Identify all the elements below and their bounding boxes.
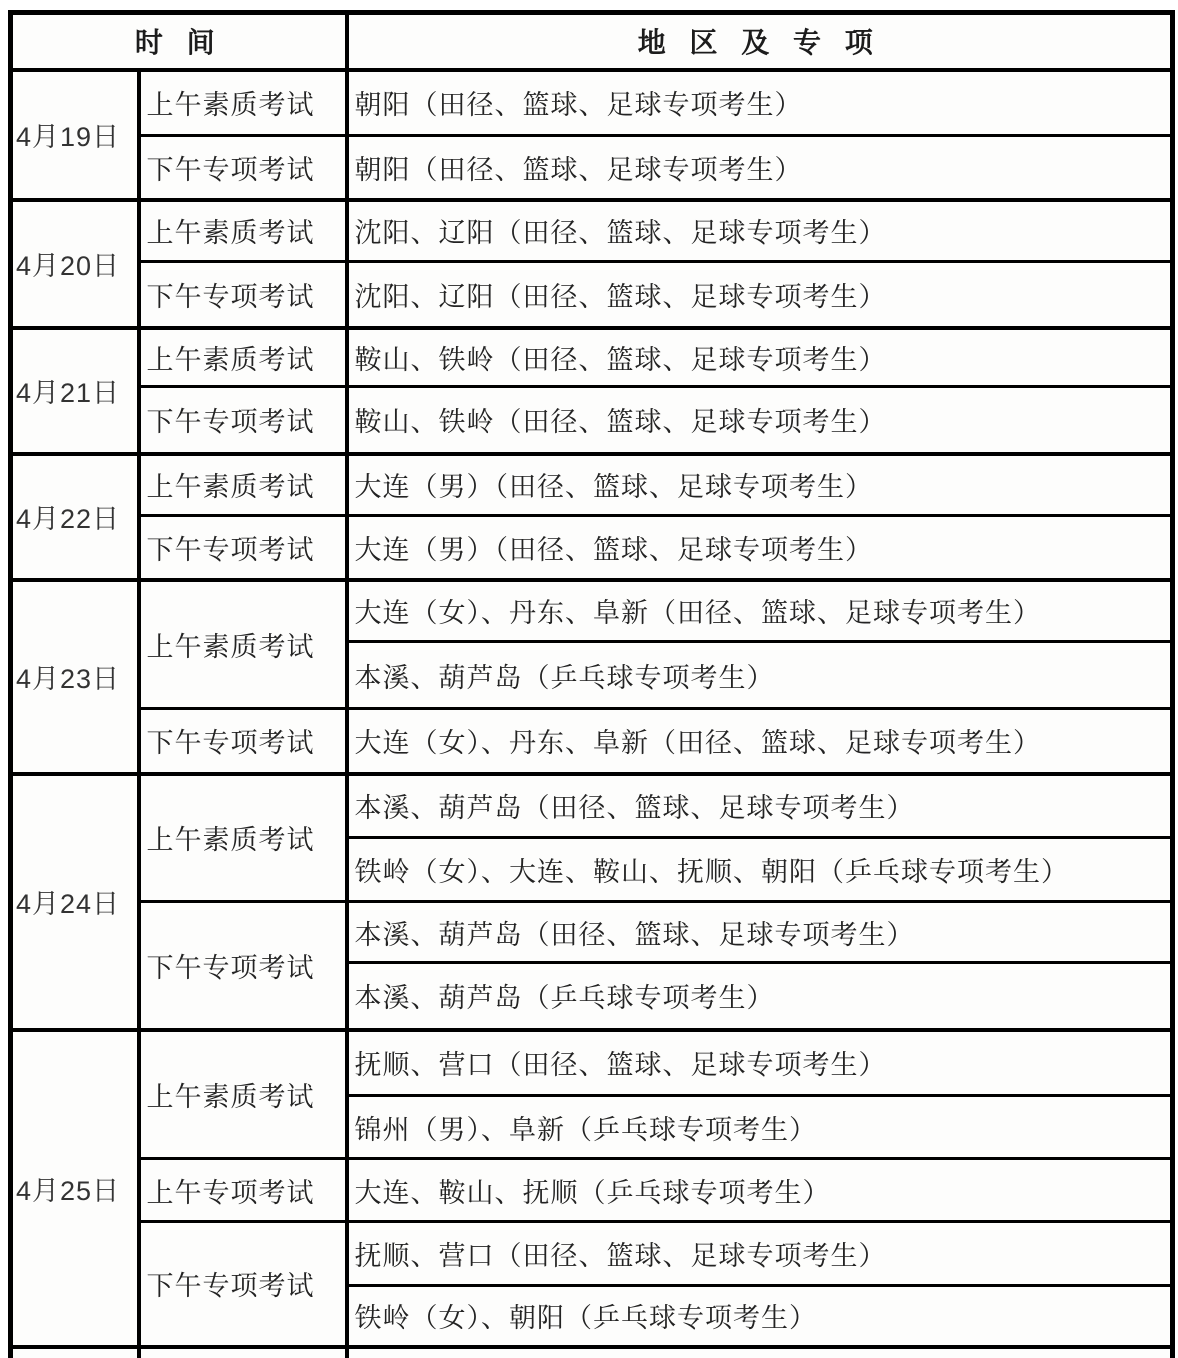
session-cell: 上午素质考试	[139, 200, 347, 262]
table-row	[11, 516, 1173, 580]
session-cell: 下午专项考试	[139, 1222, 347, 1347]
table-row	[11, 200, 1173, 262]
region-cell: 铁岭（女）、大连、鞍山、抚顺、朝阳（乒乓球专项考生）	[347, 838, 1173, 902]
table-row	[11, 454, 1173, 516]
date-cell: 4月20日	[11, 200, 139, 328]
table-row	[11, 1159, 1173, 1222]
session-cell: 下午专项考试	[139, 136, 347, 200]
date-cell: 4月23日	[11, 580, 139, 774]
region-cell: 鞍山、铁岭（田径、篮球、足球专项考生）	[347, 328, 1173, 387]
session-cell: 下午专项考试	[139, 709, 347, 774]
region-cell: 锦州（男）、阜新（乒乓球专项考生）	[347, 1096, 1173, 1159]
date-cell: 4月24日	[11, 774, 139, 1030]
table-row	[11, 70, 1173, 136]
session-cell	[139, 1347, 347, 1358]
region-cell: 大连（男）（田径、篮球、足球专项考生）	[347, 516, 1173, 580]
region-cell: 铁岭（女）、朝阳（乒乓球专项考生）	[347, 1286, 1173, 1347]
session-cell: 下午专项考试	[139, 262, 347, 328]
region-cell: 本溪、葫芦岛（乒乓球专项考生）	[347, 642, 1173, 709]
region-cell: 抚顺、营口（田径、篮球、足球专项考生）	[347, 1222, 1173, 1286]
session-cell: 上午素质考试	[139, 1030, 347, 1159]
session-cell: 上午素质考试	[139, 454, 347, 516]
session-cell: 下午专项考试	[139, 387, 347, 454]
session-cell: 下午专项考试	[139, 902, 347, 1030]
region-cell: 沈阳、辽阳（田径、篮球、足球专项考生）	[347, 262, 1173, 328]
table-row	[11, 387, 1173, 454]
region-cell	[347, 1347, 1173, 1358]
table-header-row	[11, 13, 1173, 70]
region-cell: 朝阳（田径、篮球、足球专项考生）	[347, 70, 1173, 136]
table-row	[11, 262, 1173, 328]
region-cell: 大连（男）（田径、篮球、足球专项考生）	[347, 454, 1173, 516]
session-cell: 下午专项考试	[139, 516, 347, 580]
region-cell: 大连（女）、丹东、阜新（田径、篮球、足球专项考生）	[347, 580, 1173, 642]
region-cell: 本溪、葫芦岛（田径、篮球、足球专项考生）	[347, 774, 1173, 838]
session-cell: 上午素质考试	[139, 580, 347, 709]
table-row	[11, 580, 1173, 642]
date-cell: 4月19日	[11, 70, 139, 200]
region-cell: 大连、鞍山、抚顺（乒乓球专项考生）	[347, 1159, 1173, 1222]
date-cell: 4月21日	[11, 328, 139, 454]
session-cell: 上午素质考试	[139, 70, 347, 136]
table-row	[11, 328, 1173, 387]
session-cell: 上午专项考试	[139, 1159, 347, 1222]
table-row	[11, 709, 1173, 774]
exam-schedule-table	[8, 10, 1175, 1358]
date-cell: 4月25日	[11, 1030, 139, 1347]
column-header-time: 时 间	[11, 13, 347, 70]
table-row	[11, 774, 1173, 838]
table-row-partial	[11, 1347, 1173, 1358]
session-cell: 上午素质考试	[139, 328, 347, 387]
table-row	[11, 1030, 1173, 1096]
session-cell: 上午素质考试	[139, 774, 347, 902]
table-row	[11, 136, 1173, 200]
region-cell: 沈阳、辽阳（田径、篮球、足球专项考生）	[347, 200, 1173, 262]
region-cell: 鞍山、铁岭（田径、篮球、足球专项考生）	[347, 387, 1173, 454]
region-cell: 本溪、葫芦岛（乒乓球专项考生）	[347, 963, 1173, 1030]
table-row	[11, 1222, 1173, 1286]
date-cell	[11, 1347, 139, 1358]
region-cell: 本溪、葫芦岛（田径、篮球、足球专项考生）	[347, 902, 1173, 963]
region-cell: 抚顺、营口（田径、篮球、足球专项考生）	[347, 1030, 1173, 1096]
date-cell: 4月22日	[11, 454, 139, 580]
region-cell: 大连（女）、丹东、阜新（田径、篮球、足球专项考生）	[347, 709, 1173, 774]
region-cell: 朝阳（田径、篮球、足球专项考生）	[347, 136, 1173, 200]
column-header-region: 地 区 及 专 项	[347, 13, 1173, 70]
table-row	[11, 902, 1173, 963]
